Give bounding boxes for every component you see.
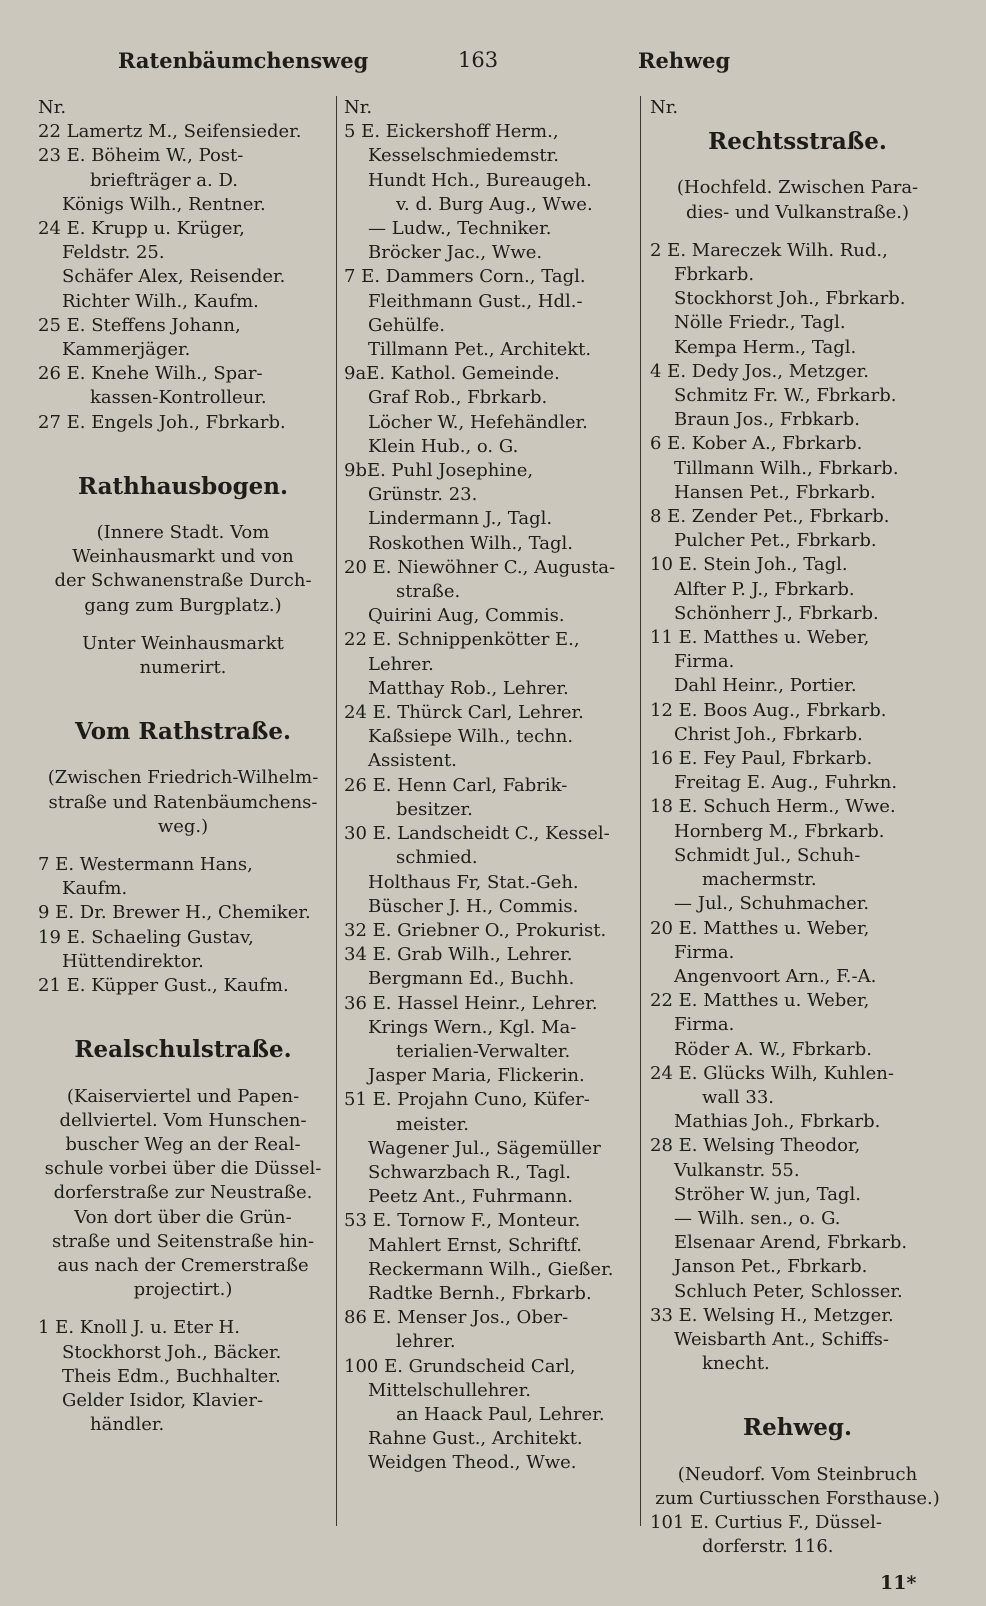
entry-line: Röder A. W., Fbrkarb. <box>674 1038 872 1060</box>
entry-line: Schmitz Fr. W., Fbrkarb. <box>674 385 897 407</box>
nr-label: Nr. <box>344 97 373 118</box>
entry-line: 33 E. Welsing H., Metzger. <box>650 1304 894 1326</box>
description-line: dellviertel. Vom Hunschen- <box>59 1109 307 1131</box>
entry-line: Kaufm. <box>62 878 128 900</box>
entry-line: 6 E. Kober A., Fbrkarb. <box>650 433 863 455</box>
entry-line: Quirini Aug, Commis. <box>368 605 565 627</box>
entry-line: Pulcher Pet., Fbrkarb. <box>674 530 877 552</box>
entry-line: terialien-Verwalter. <box>396 1040 571 1062</box>
entry-line: Feldstr. 25. <box>62 242 165 264</box>
entry-line: Alfter P. J., Fbrkarb. <box>674 578 855 600</box>
entry-line: 1 E. Knoll J. u. Eter H. <box>38 1317 240 1339</box>
entry-line: 27 E. Engels Joh., Fbrkarb. <box>38 411 286 433</box>
entry-line: Peetz Ant., Fuhrmann. <box>368 1186 574 1208</box>
entry-line: 32 E. Griebner O., Prokurist. <box>344 919 607 941</box>
entry-line: Königs Wilh., Rentner. <box>62 193 266 215</box>
entry-line: händler. <box>90 1414 165 1436</box>
entry-line: knecht. <box>702 1353 770 1375</box>
entry-line: Theis Edm., Buchhalter. <box>62 1365 281 1387</box>
entry-line: 23 E. Böheim W., Post- <box>38 145 244 167</box>
entry-line: 10 E. Stein Joh., Tagl. <box>650 554 848 576</box>
entry-line: 11 E. Matthes u. Weber, <box>650 627 870 649</box>
entry-line: Kaßsiepe Wilh., techn. <box>368 726 574 748</box>
entry-line: Assistent. <box>368 750 457 772</box>
entry-line: 2 E. Mareczek Wilh. Rud., <box>650 239 888 261</box>
entry-line: Weisbarth Ant., Schiffs- <box>674 1328 889 1350</box>
entry-line: Tillmann Wilh., Fbrkarb. <box>674 457 899 479</box>
street-note <box>38 632 328 680</box>
nr-label: Nr. <box>650 97 679 118</box>
description-line: straße und Ratenbäumchens- <box>48 791 318 813</box>
entry-line: 8 E. Zender Pet., Fbrkarb. <box>650 506 890 528</box>
description-line: Weinhausmarkt und von <box>72 546 294 568</box>
entry-line: Mittelschullehrer. <box>368 1379 531 1401</box>
entry-line: machermstr. <box>702 869 817 891</box>
entry-line: schmied. <box>396 847 478 869</box>
entry-line: besitzer. <box>396 798 473 820</box>
entry-line: Elsenaar Arend, Fbrkarb. <box>674 1232 908 1254</box>
entry-line: Angenvoort Arn., F.-A. <box>674 965 877 987</box>
entry-line: Gelder Isidor, Klavier- <box>62 1389 264 1411</box>
entry-line: Holthaus Fr, Stat.-Geh. <box>368 871 579 893</box>
entry-line: Grünstr. 23. <box>368 484 478 506</box>
entry-line: Nölle Friedr., Tagl. <box>674 312 846 334</box>
entry-line: 12 E. Boos Aug., Fbrkarb. <box>650 699 887 721</box>
entry-line: 24 E. Thürck Carl, Lehrer. <box>344 702 584 724</box>
entry-line: Kammerjäger. <box>62 339 191 361</box>
entry-line: — Jul., Schuhmacher. <box>674 893 870 915</box>
entries <box>650 1511 945 1559</box>
entry-line: meister. <box>396 1113 469 1135</box>
entry-line: 34 E. Grab Wilh., Lehrer. <box>344 944 573 966</box>
entry-line: 22 Lamertz M., Seifensieder. <box>38 121 302 143</box>
nr-label: Nr. <box>38 97 67 118</box>
entry-line: 53 E. Tornow F., Monteur. <box>344 1210 581 1232</box>
header-right: Rehweg <box>638 48 731 73</box>
street-description <box>38 766 328 839</box>
entry-line: Klein Hub., o. G. <box>368 435 519 457</box>
entry-line: 7 E. Westermann Hans, <box>38 854 253 876</box>
entry-line: Mahlert Ernst, Schriftf. <box>368 1234 582 1256</box>
description-line: Unter Weinhausmarkt <box>82 632 284 654</box>
entry-line: 26 E. Henn Carl, Fabrik- <box>344 774 568 796</box>
entries <box>344 120 634 1475</box>
entry-line: Kempa Herm., Tagl. <box>674 336 857 358</box>
street-heading: Realschulstraße. <box>74 1036 292 1064</box>
entry-line: 28 E. Welsing Theodor, <box>650 1135 861 1157</box>
entry-line: Mathias Joh., Fbrkarb. <box>674 1111 881 1133</box>
description-line: straße und Seitenstraße hin- <box>51 1230 315 1252</box>
entry-line: Fleithmann Gust., Hdl.- <box>368 290 583 312</box>
street-heading: Vom Rathstraße. <box>74 718 292 746</box>
column-1 <box>38 96 328 1437</box>
entry-line: Schmidt Jul., Schuh- <box>674 844 861 866</box>
entry-line: Graf Rob., Fbrkarb. <box>368 387 548 409</box>
entry-line: Schäfer Alex, Reisender. <box>62 266 286 288</box>
running-header <box>0 48 986 88</box>
street-description <box>650 1463 945 1511</box>
entry-line: Richter Wilh., Kaufm. <box>62 290 259 312</box>
entry-line: 100 E. Grundscheid Carl, <box>344 1355 576 1377</box>
entry-line: Schönherr J., Fbrkarb. <box>674 602 879 624</box>
entry-line: 19 E. Schaeling Gustav, <box>38 926 254 948</box>
entry-line: Bröcker Jac., Wwe. <box>368 242 543 264</box>
description-line: numerirt. <box>139 657 227 679</box>
entry-line: — Ludw., Techniker. <box>368 218 552 240</box>
entries <box>38 853 328 998</box>
entry-line: an Haack Paul, Lehrer. <box>396 1403 605 1425</box>
entry-line: 5 E. Eickershoff Herm., <box>344 121 559 143</box>
description-line: (Innere Stadt. Vom <box>96 522 270 544</box>
column-2 <box>344 96 634 1476</box>
description-line: dorferstraße zur Neustraße. <box>53 1182 313 1204</box>
entry-line: Freitag E. Aug., Fuhrkn. <box>674 772 898 794</box>
entry-line: Krings Wern., Kgl. Ma- <box>368 1016 577 1038</box>
street-description <box>38 521 328 618</box>
entries <box>38 120 328 435</box>
entry-line: 9aE. Kathol. Gemeinde. <box>344 363 560 385</box>
entry-line: 7 E. Dammers Corn., Tagl. <box>344 266 586 288</box>
description-line: der Schwanenstraße Durch- <box>54 570 312 592</box>
entry-line: Rahne Gust., Architekt. <box>368 1428 583 1450</box>
entry-line: 22 E. Matthes u. Weber, <box>650 990 870 1012</box>
entry-line: 86 E. Menser Jos., Ober- <box>344 1307 569 1329</box>
entry-line: Firma. <box>674 1014 735 1036</box>
street-description <box>650 176 945 224</box>
entry-line: Janson Pet., Fbrkarb. <box>674 1256 868 1278</box>
entry-line: Stockhorst Joh., Fbrkarb. <box>674 288 906 310</box>
entry-line: Lindermann J., Tagl. <box>368 508 553 530</box>
entry-line: 36 E. Hassel Heinr., Lehrer. <box>344 992 598 1014</box>
entry-line: Vulkanstr. 55. <box>674 1159 800 1181</box>
street-heading: Rechtsstraße. <box>708 128 887 156</box>
page-number-top: 163 <box>458 48 499 72</box>
entry-line: Weidgen Theod., Wwe. <box>368 1452 577 1474</box>
entry-line: wall 33. <box>702 1086 774 1108</box>
entry-line: Schluch Peter, Schlosser. <box>674 1280 903 1302</box>
entry-line: 9 E. Dr. Brewer H., Chemiker. <box>38 902 311 924</box>
entry-line: 25 E. Steffens Johann, <box>38 314 241 336</box>
street-description <box>38 1085 328 1303</box>
entry-line: 20 E. Matthes u. Weber, <box>650 917 870 939</box>
description-line: (Neudorf. Vom Steinbruch <box>677 1463 918 1485</box>
description-line: buscher Weg an der Real- <box>65 1133 301 1155</box>
description-line: (Zwischen Friedrich-Wilhelm- <box>47 767 319 789</box>
entry-line: Stockhorst Joh., Bäcker. <box>62 1341 282 1363</box>
entry-line: Christ Joh., Fbrkarb. <box>674 723 863 745</box>
entry-line: Wagener Jul., Sägemüller <box>368 1137 601 1159</box>
description-line: Von dort über die Grün- <box>74 1206 292 1228</box>
entry-line: 30 E. Landscheidt C., Kessel- <box>344 823 610 845</box>
entry-line: 22 E. Schnippenkötter E., <box>344 629 580 651</box>
entry-line: 24 E. Krupp u. Krüger, <box>38 218 245 240</box>
entry-line: 9bE. Puhl Josephine, <box>344 460 534 482</box>
entry-line: 16 E. Fey Paul, Fbrkarb. <box>650 748 873 770</box>
entry-line: 21 E. Küpper Gust., Kaufm. <box>38 975 289 997</box>
entry-line: Hüttendirektor. <box>62 950 204 972</box>
entry-line: 20 E. Niewöhner C., Augusta- <box>344 556 616 578</box>
entry-line: Büscher J. H., Commis. <box>368 895 579 917</box>
entry-line: kassen-Kontrolleur. <box>90 387 267 409</box>
description-line: aus nach der Cremerstraße <box>57 1254 309 1276</box>
entry-line: Gehülfe. <box>368 314 446 336</box>
entry-line: briefträger a. D. <box>90 169 238 191</box>
entries <box>38 1316 328 1437</box>
entry-line: lehrer. <box>396 1331 456 1353</box>
entry-line: 51 E. Projahn Cuno, Küfer- <box>344 1089 590 1111</box>
entry-line: Firma. <box>674 941 735 963</box>
description-line: zum Curtiusschen Forsthause.) <box>655 1487 940 1509</box>
entry-line: Matthay Rob., Lehrer. <box>368 677 569 699</box>
description-line: (Kaiserviertel und Papen- <box>66 1085 300 1107</box>
entry-line: Jasper Maria, Flickerin. <box>368 1065 585 1087</box>
column-divider-2 <box>640 96 641 1526</box>
entry-line: Löcher W., Hefehändler. <box>368 411 588 433</box>
entry-line: Lehrer. <box>368 653 434 675</box>
signature-mark: 11* <box>880 1572 917 1594</box>
description-line: schule vorbei über die Düssel- <box>44 1158 322 1180</box>
entry-line: Roskothen Wilh., Tagl. <box>368 532 573 554</box>
entry-line: dorferstr. 116. <box>702 1536 834 1558</box>
entry-line: — Wilh. sen., o. G. <box>674 1207 841 1229</box>
entries <box>650 239 945 1377</box>
entry-line: Fbrkarb. <box>674 264 755 286</box>
entry-line: Tillmann Pet., Architekt. <box>368 339 592 361</box>
entry-line: v. d. Burg Aug., Wwe. <box>396 193 593 215</box>
entry-line: Firma. <box>674 651 735 673</box>
description-line: gang zum Burgplatz.) <box>84 594 282 616</box>
entry-line: 24 E. Glücks Wilh, Kuhlen- <box>650 1062 894 1084</box>
description-line: dies- und Vulkanstraße.) <box>685 201 910 223</box>
entry-line: Braun Jos., Frbkarb. <box>674 409 861 431</box>
description-line: projectirt.) <box>133 1279 233 1301</box>
entry-line: 101 E. Curtius F., Düssel- <box>650 1511 883 1533</box>
entry-line: Reckermann Wilh., Gießer. <box>368 1258 614 1280</box>
description-line: weg.) <box>157 815 209 837</box>
header-left: Ratenbäumchensweg <box>118 48 369 73</box>
entry-line: straße. <box>396 581 461 603</box>
description-line: (Hochfeld. Zwischen Para- <box>676 177 919 199</box>
entry-line: Dahl Heinr., Portier. <box>674 675 857 697</box>
entry-line: Kesselschmiedemstr. <box>368 145 559 167</box>
column-divider-1 <box>336 96 337 1526</box>
street-heading: Rathhausbogen. <box>77 472 289 500</box>
entry-line: 4 E. Dedy Jos., Metzger. <box>650 360 870 382</box>
street-heading: Rehweg. <box>743 1414 852 1442</box>
entry-line: 26 E. Knehe Wilh., Spar- <box>38 363 263 385</box>
column-3 <box>650 96 945 1559</box>
entry-line: Hornberg M., Fbrkarb. <box>674 820 885 842</box>
entry-line: Schwarzbach R., Tagl. <box>368 1161 571 1183</box>
entry-line: Ströher W. jun, Tagl. <box>674 1183 861 1205</box>
entry-line: Bergmann Ed., Buchh. <box>368 968 575 990</box>
entry-line: Radtke Bernh., Fbrkarb. <box>368 1282 592 1304</box>
entry-line: Hundt Hch., Bureaugeh. <box>368 169 592 191</box>
entry-line: 18 E. Schuch Herm., Wwe. <box>650 796 896 818</box>
entry-line: Hansen Pet., Fbrkarb. <box>674 481 876 503</box>
